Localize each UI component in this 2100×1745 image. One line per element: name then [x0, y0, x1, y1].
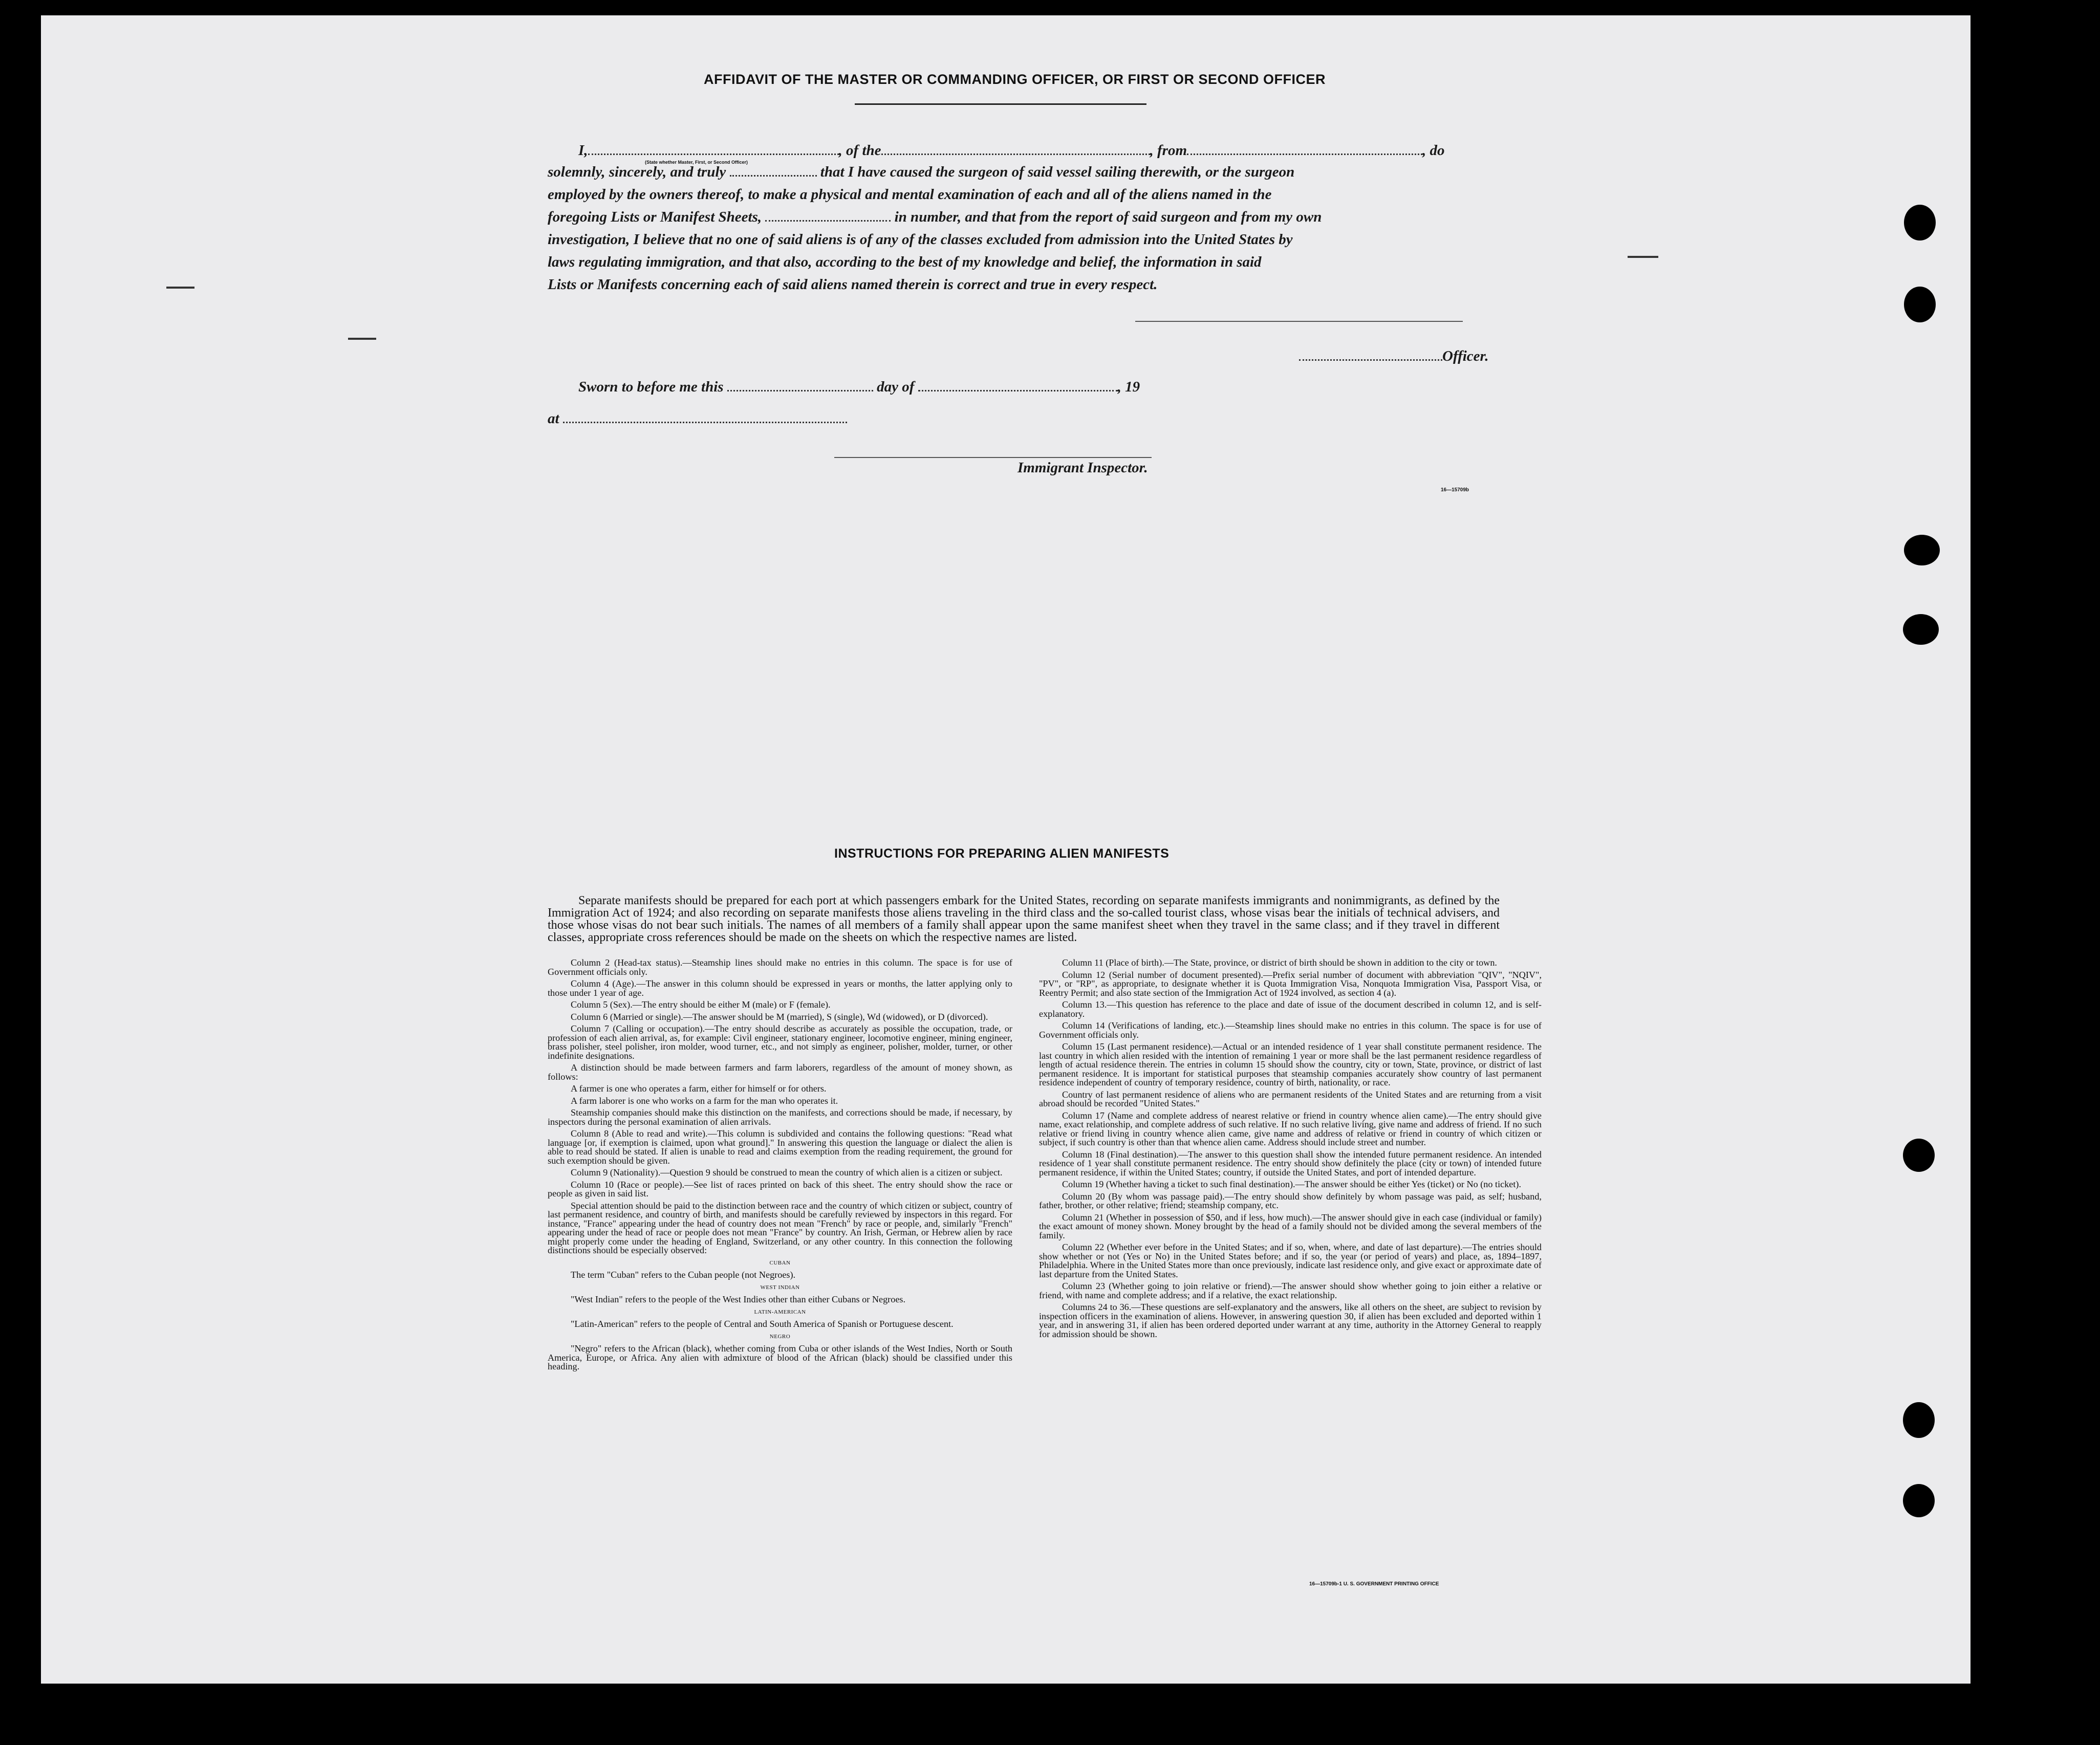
inspector-signature-line[interactable] [834, 457, 1152, 458]
sworn-day-blank[interactable] [727, 379, 873, 391]
immigrant-inspector-label: Immigrant Inspector. [1017, 460, 1148, 476]
sworn-at-line: at [548, 410, 847, 427]
negro-heading: NEGRO [769, 1333, 791, 1340]
affidavit-line-3: employed by the owners thereof, to make a physical and mental examination of each and all of the aliens named in the [548, 186, 1272, 203]
punch-hole [1903, 614, 1939, 645]
officer-rank-blank[interactable] [588, 142, 839, 155]
printing-office-footer: 16—15709b-1 U. S. GOVERNMENT PRINTING OFFICE [1309, 1581, 1439, 1587]
affidavit-line-1: I, , of the , from , do [578, 142, 1445, 159]
instructions-intro: Separate manifests should be prepared for each port at which passengers embark for the United States, recording on separate manifests immigrants and nonimmigrants, as defined by the Immigration Act of 1924; and also recording on separate manifests those aliens traveling in the third class and the so-called tourist class, whose visas bear the initials of technical advisers, and those whose visas do not bear such initials. The names of all members of a family shall appear upon the same manifest sheet when they travel in the same class; and if they travel in different classes, appropriate cross references should be made on the sheets on which the respective names are listed. [548, 894, 1500, 944]
title-rule [855, 103, 1146, 105]
sworn-place-blank[interactable] [563, 410, 847, 423]
officer-blank[interactable] [1299, 348, 1442, 361]
form-number: 16—15709b [1441, 487, 1469, 493]
west-indian-heading: WEST INDIAN [760, 1284, 800, 1291]
latin-american-heading: LATIN-AMERICAN [754, 1308, 806, 1315]
punch-hole [1903, 1402, 1935, 1438]
cuban-heading: CUBAN [769, 1259, 791, 1266]
count-blank[interactable] [765, 209, 891, 222]
affidavit-line-2: solemnly, sincerely, and truly that I have caused the surgeon of said vessel sailing therewith, or the surgeon [548, 164, 1295, 180]
affidavit-line-5: investigation, I believe that no one of said aliens is of any of the classes excluded from admission into the United States by [548, 231, 1293, 248]
ink-speck [348, 338, 376, 340]
affidavit-line-6: laws regulating immigration, and that also, according to the best of my knowledge and belief, the information in said [548, 254, 1262, 270]
document-sheet [41, 15, 1971, 1684]
sworn-line: Sworn to before me this day of , 19 [578, 379, 1140, 395]
instructions-title: INSTRUCTIONS FOR PREPARING ALIEN MANIFESTS [834, 846, 1170, 861]
punch-hole [1904, 287, 1936, 322]
officer-signature-row: Officer. [1299, 348, 1488, 365]
state-whether-note: (State whether Master, First, or Second Officer) [645, 160, 748, 165]
port-from-blank[interactable] [1187, 142, 1422, 155]
instructions-right-column: Column 11 (Place of birth).—The State, province, or district of birth should be shown in addition to the city or town. Column 12 (Serial number of document presented).—Prefix serial number of document with abbreviation "QIV", "NQIV", "PV", or "RP", as appropriate, to designate whether it is Quota Immigration Visa, Nonquota Immigration Visa, Passport Visa, or Reentry Permit; and also state section of the Immigration Act of 1924 involved, as section 4 (a). Column 13.—This question has reference to the place and date of issue of the document described in column 12, and is self-explanatory. Column 14 (Verifications of landing, etc.).—Steamship lines should make no entries in this column. The space is for use of Government officials only. Column 15 (Last permanent residence).—Actual or an intended residence of 1 year shall constitute permanent residence. The last country in which alien resided with the intention of remaining 1 year or more shall be the last permanent residence regardless of length of actual residence therein. The entries in column 15 should show the country, city or town, State, province, or district of last permanent residence. It is important for statistical purposes that steamship companies accurately show country of last permanent residence independent of country of temporary residence, country of birth, nationality, or race. Country of last permanent residence of aliens who are permanent residents of the United States and are returning from a visit abroad should be recorded "United States." Column 17 (Name and complete address of nearest relative or friend in country whence alien came).—The entry should give name, exact relationship, and complete address of such relative. If no such relative living, give name and address of friend. If no such relative or friend living in country whence alien came, give name and address of relative or friend in country of which citizen or subject, if such country is other than that whence alien came. Address should include street and number. Column 18 (Final destination).—The answer to this question shall show the intended future permanent residence. An intended residence of 1 year shall constitute permanent residence. The entry should show definitely the place (city or town) of intended future permanent residence, if within the United States; country, if outside the United States, and port of intended departure. Column 19 (Whether having a ticket to such final destination).—The answer should be either Yes (ticket) or No (no ticket). Column 20 (By whom was passage paid).—The entry should show definitely by whom passage was paid, as self; husband, father, brother, or other relative; friend; steamship company, etc. Column 21 (Whether in possession of $50, and if less, how much).—The answer should give in each case (individual or family) the exact amount of money shown. Money brought by the head of a family should not be divided among the several members of the family. Column 22 (Whether ever before in the United States; and if so, when, where, and date of last departure).—The entries should show whether or not (Yes or No) in the United States before; and if so, the year (or period of years) and place, as, 1894–1897, Philadelphia. Where in the United States more than once previously, indicate last residence only, and give exact or approximate date of last departure from the United States. Column 23 (Whether going to join relative or friend).—The answer should show whether going to join either a relative or friend, with name and complete address; and if a relative, the exact relationship. Columns 24 to 36.—These questions are self-explanatory and the answers, like all others on the sheet, are subject to revision by inspection officers in the examination of aliens. However, in answering question 30, if alien has been excluded and deported within 1 year, and in answering 31, if alien has been ordered deported under warrant at any time, authority in the Attorney General to reapply for admission should be shown. [1039, 957, 1542, 1339]
punch-hole [1903, 1484, 1935, 1517]
affidavit-line-7: Lists or Manifests concerning each of said aliens named therein is correct and true in every respect. [548, 276, 1158, 293]
affidavit-line-4: foregoing Lists or Manifest Sheets, in number, and that from the report of said surgeon and from my own [548, 209, 1322, 225]
signature-line[interactable] [1135, 321, 1463, 322]
sworn-month-blank[interactable] [918, 379, 1118, 391]
punch-hole [1904, 535, 1940, 565]
oath-blank[interactable] [730, 164, 817, 177]
punch-hole [1903, 1139, 1935, 1172]
affidavit-title: AFFIDAVIT OF THE MASTER OR COMMANDING OFFICER, OR FIRST OR SECOND OFFICER [704, 72, 1326, 87]
ink-speck [1628, 256, 1658, 258]
instructions-left-column: Column 2 (Head-tax status).—Steamship lines should make no entries in this column. The space is for use of Government officials only. Column 4 (Age).—The answer in this column should be expressed in years or months, the latter applying only to those under 1 year of age. Column 5 (Sex).—The entry should be either M (male) or F (female). Column 6 (Married or single).—The answer should be M (married), S (single), Wd (widowed), or D (divorced). Column 7 (Calling or occupation).—The entry should describe as accurately as possible the occupation, trade, or profession of each alien arrival, as, for example: Civil engineer, stationary engineer, locomotive engineer, mining engineer, brass polisher, steel polisher, iron molder, wood turner, etc., and not simply as engineer, polisher, molder, turner, or other indefinite designations. A distinction should be made between farmers and farm laborers, regardless of the amount of money shown, as follows: A farmer is one who operates a farm, either for himself or for others. A farm laborer is one who works on a farm for the man who operates it. Steamship companies should make this distinction on the manifests, and corrections should be made, if necessary, by inspectors during the personal examination of alien arrivals. Column 8 (Able to read and write).—This column is subdivided and contains the following questions: "Read what language [or, if exemption is claimed, upon what ground]." In answering this question the language or dialect the alien is able to read should be stated. If alien is unable to read and claims exemption from the reading requirement, the ground for such exemption should be given. Column 9 (Nationality).—Question 9 should be construed to mean the country of which alien is a citizen or subject. Column 10 (Race or people).—See list of races printed on back of this sheet. The entry should show the race or people as given in said list. Special attention should be paid to the distinction between race and the country of which citizen or subject, country of last permanent residence, and country of birth, and manifests should be carefully reviewed by inspectors in this regard. For instance, "France" appearing under the head of country does not mean "French" by race or people, and, similarly "French" appearing under the head of race or people does not mean "France" by country. An Irish, German, or Hebrew alien by race might properly come under the heading of England, Switzerland, or any other country. In this connection the following distinctions should be especially observed: CUBAN The term "Cuban" refers to the Cuban people (not Negroes). WEST INDIAN "West Indian" refers to the people of the West Indies other than either Cubans or Negroes. LATIN-AMERICAN "Latin-American" refers to the people of Central and South America of Spanish or Portuguese descent. NEGRO "Negro" refers to the African (black), whether coming from Cuba or other islands of the West Indies, North or South America, Europe, or Africa. Any alien with admixture of blood of the African (black) should be classified under this heading. [548, 957, 1012, 1371]
vessel-name-blank[interactable] [881, 142, 1150, 155]
ink-speck [166, 287, 194, 289]
punch-hole [1904, 205, 1936, 241]
